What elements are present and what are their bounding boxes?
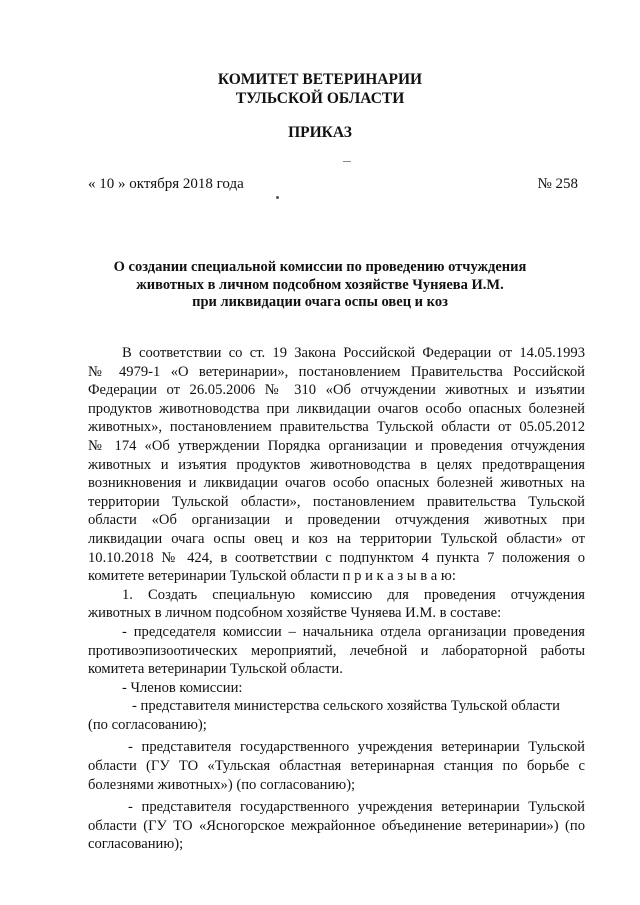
body-line: животных и изъятия продуктов животноводства в целях предотвращения [88, 456, 585, 473]
order-date: « 10 » октября 2018 года [88, 176, 244, 192]
body-line: болезнями животных») (по согласованию); [88, 776, 356, 793]
order-number: № 258 [537, 176, 578, 192]
body-line: Федерации от 26.05.2006 № 310 «Об отчуждении животных и изъятии [88, 382, 585, 399]
order-title-line-1: О создании специальной комиссии по проведению отчуждения [113, 259, 527, 275]
body-line: 1. Создать специальную комиссию для проведения отчуждения [122, 586, 585, 603]
body-line: - Членов комиссии: [122, 679, 243, 696]
body-line: В соответствии со ст. 19 Закона Российской Федерации от 14.05.1993 [122, 345, 585, 361]
body-line: противоэпизоотических мероприятий, лечебной и лабораторной работы [88, 642, 585, 659]
body-line: (по согласованию); [88, 716, 207, 733]
body-line: - представителя министерства сельского хозяйства Тульской области [132, 698, 560, 715]
order-body [88, 344, 585, 854]
body-line: - представителя государственного учреждения ветеринарии Тульской [128, 799, 585, 816]
org-name-line-2: ТУЛЬСКОЙ ОБЛАСТИ [235, 90, 405, 107]
body-line: - представителя государственного учреждения ветеринарии Тульской [128, 739, 585, 756]
order-title-line-3: при ликвидации очага оспы овец и коз [192, 294, 448, 310]
body-line: территории Тульской области», постановлением правительства Тульской [88, 493, 585, 510]
body-line: области (ГУ ТО «Тульская областная ветеринарная станция по борьбе с [88, 758, 585, 775]
body-line: комитета ветеринарии Тульской области. [88, 661, 343, 678]
order-title-line-2: животных в личном подсобном хозяйстве Чуняева И.М. [136, 276, 504, 293]
body-line: согласованию); [88, 836, 184, 853]
body-line: возникновения и ликвидации очагов особо опасных болезней животных на [88, 475, 585, 492]
body-line: области «Об организации и проведении отчуждения животных при [88, 512, 585, 529]
body-line: животных», постановлением правительства Тульской области от 05.05.2012 [88, 419, 585, 436]
scan-speck [276, 196, 279, 199]
body-line: № 174 «Об утверждении Порядка организации и проведения отчуждения [88, 437, 585, 454]
body-line: области (ГУ ТО «Ясногорское межрайонное объединение ветеринарии») (по [88, 817, 585, 834]
scan-mark [343, 161, 351, 162]
org-name-line-1: КОМИТЕТ ВЕТЕРИНАРИИ [217, 71, 423, 88]
body-line: № 4979-1 «О ветеринарии», постановлением Правительства Российской [88, 363, 585, 380]
body-line: животных в личном подсобном хозяйстве Чуняева И.М. в составе: [88, 605, 502, 622]
body-line: ликвидации очага оспы овец и коз на территории Тульской области» от [88, 530, 585, 547]
body-line: 10.10.2018 № 424, в соответствии с подпунктом 4 пункта 7 положения о [88, 549, 585, 566]
body-line: продуктов животноводства при ликвидации очагов особо опасных болезней [88, 400, 585, 417]
body-line: комитете ветеринарии Тульской области п р и к а з ы в а ю: [88, 568, 456, 585]
body-line: - председателя комиссии – начальника отдела организации проведения [122, 623, 585, 640]
order-title [0, 259, 640, 312]
document-type: ПРИКАЗ [288, 124, 352, 141]
